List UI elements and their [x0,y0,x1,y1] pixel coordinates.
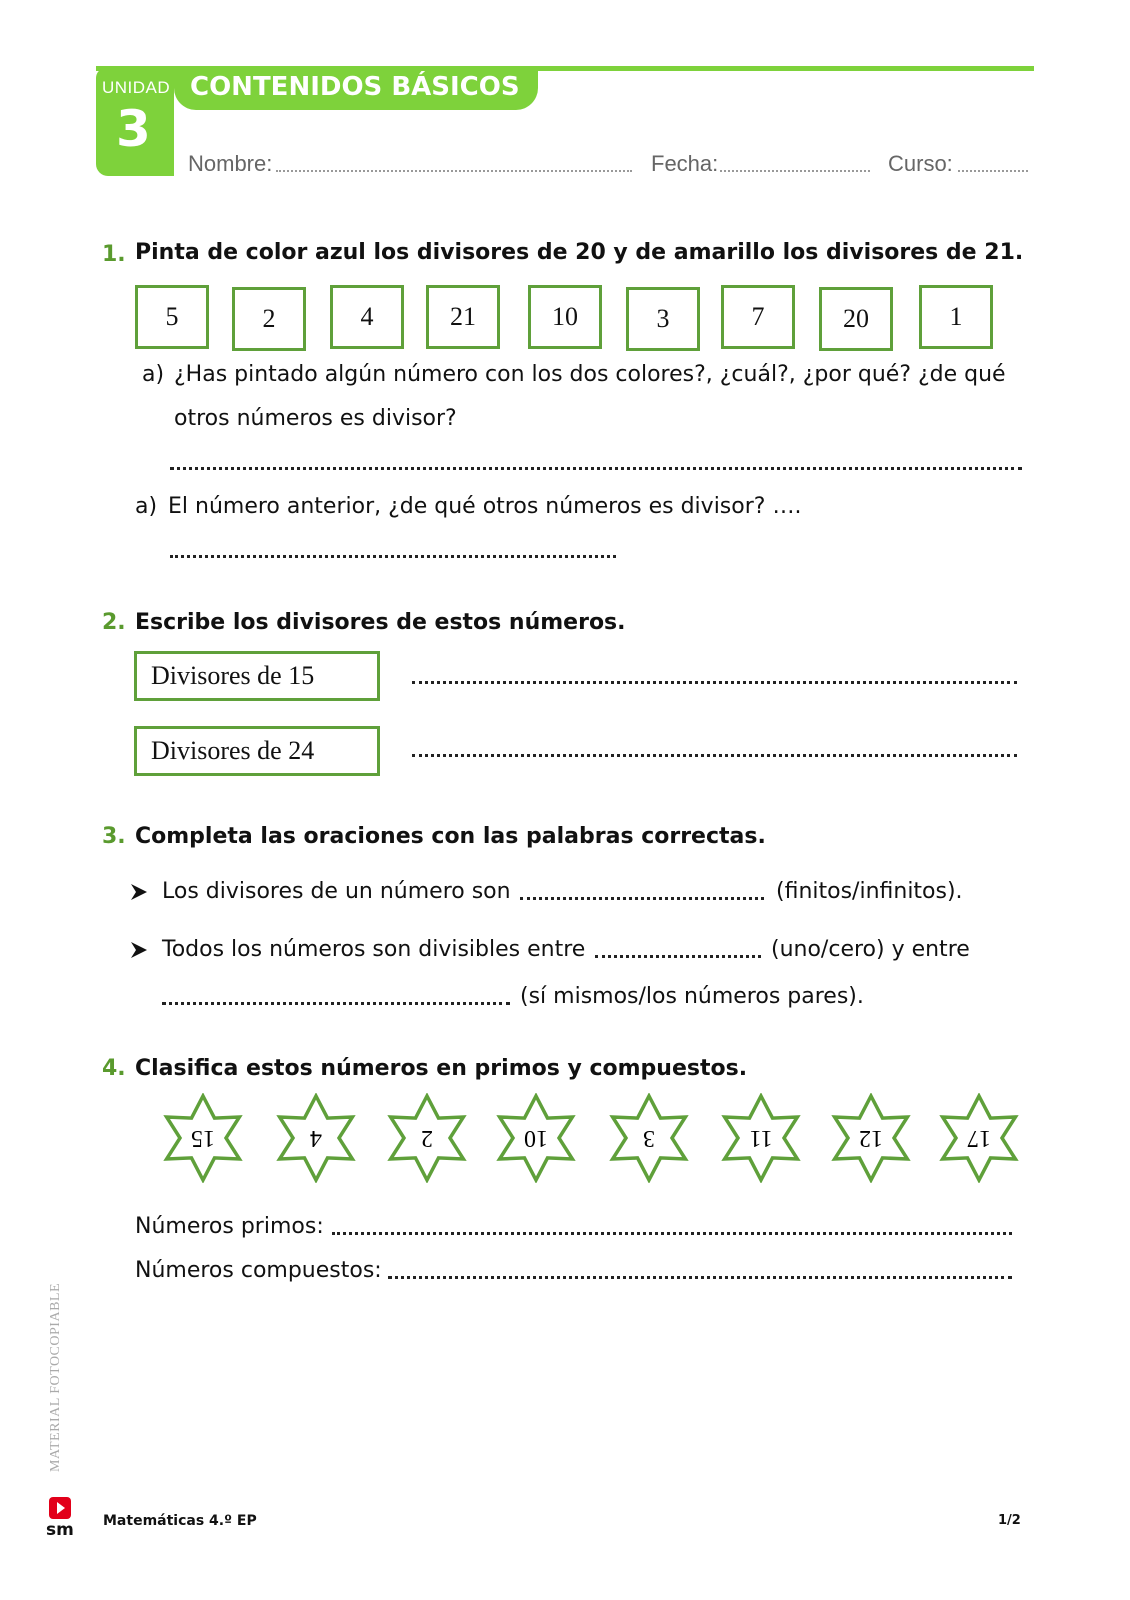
q3-bullet2-text: Todos los números son divisibles entre [162,937,586,962]
q3-bullet2-options: (uno/cero) y entre [771,937,970,962]
sm-logo-icon [49,1497,71,1519]
star-number[interactable] [934,1093,1024,1183]
star-number-label: 10 [524,1125,548,1151]
number-box[interactable]: 1 [919,285,993,349]
divisors-24-box: Divisores de 24 [134,726,380,776]
q1b-text: El número anterior, ¿de qué otros números es divisor? …. [168,494,802,519]
q1b-answer-line[interactable] [170,555,616,558]
star-number[interactable] [271,1093,361,1183]
q1a-answer-line[interactable] [170,467,1022,470]
sm-logo-text: sm [46,1520,74,1540]
unit-label: UNIDAD [102,78,171,97]
q1b-label: a) [135,494,158,519]
star-number[interactable] [382,1093,472,1183]
side-note: MATERIAL FOTOCOPIABLE [48,1282,63,1472]
q2-number: 2. [102,610,126,635]
composites-answer[interactable] [388,1276,1012,1279]
q3-bullet2-options2: (sí mismos/los números pares). [520,984,864,1009]
q1-text: Pinta de color azul los divisores de 20 y de amarillo los divisores de 21. [135,240,1024,265]
star-number-label: 11 [749,1125,773,1151]
q1a-line1: ¿Has pintado algún número con los dos colores?, ¿cuál?, ¿por qué? ¿de qué [174,362,1006,387]
q2-text: Escribe los divisores de estos números. [135,610,626,635]
date-field[interactable] [720,170,870,172]
number-box[interactable]: 4 [330,285,404,349]
q3-blank1[interactable] [520,897,764,900]
q3-number: 3. [102,824,126,849]
star-number[interactable] [158,1093,248,1183]
name-field[interactable] [276,170,632,172]
q3-bullet1-options: (finitos/infinitos). [776,879,963,904]
name-label: Nombre: [188,151,273,176]
footer-page: 1/2 [998,1513,1021,1528]
q4-number: 4. [102,1056,126,1081]
number-box[interactable]: 3 [626,287,700,351]
number-box[interactable]: 20 [819,287,893,351]
course-field[interactable] [958,170,1028,172]
star-number[interactable] [604,1093,694,1183]
q3-bullet1-text: Los divisores de un número son [162,879,511,904]
divisors-15-box: Divisores de 15 [134,651,380,701]
page-title: CONTENIDOS BÁSICOS [190,72,520,102]
arrow-bullet-icon [130,883,148,901]
number-box[interactable]: 21 [426,285,500,349]
footer-book: Matemáticas 4.º EP [103,1513,257,1529]
star-number-label: 12 [859,1125,883,1151]
q3-blank3[interactable] [162,1002,510,1005]
star-number[interactable] [826,1093,916,1183]
star-number-label: 17 [967,1125,991,1151]
number-box[interactable]: 5 [135,285,209,349]
star-number-label: 4 [310,1125,322,1151]
primes-answer[interactable] [332,1232,1012,1235]
q4-text: Clasifica estos números en primos y compuestos. [135,1056,748,1081]
q3-text: Completa las oraciones con las palabras correctas. [135,824,766,849]
primes-label: Números primos: [135,1214,324,1239]
star-number-label: 2 [421,1125,433,1151]
q3-blank2[interactable] [595,955,761,958]
q1a-label: a) [142,362,165,387]
star-number-label: 3 [643,1125,655,1151]
number-box[interactable]: 10 [528,285,602,349]
star-number[interactable] [491,1093,581,1183]
number-box[interactable]: 7 [721,285,795,349]
number-box[interactable]: 2 [232,287,306,351]
composites-label: Números compuestos: [135,1258,382,1283]
star-number[interactable] [716,1093,806,1183]
q1a-line2: otros números es divisor? [174,406,457,431]
divisors-15-answer[interactable] [412,681,1017,684]
divisors-24-answer[interactable] [412,754,1017,757]
q1-number: 1. [102,242,126,267]
date-label: Fecha: [651,151,719,176]
unit-number: 3 [116,100,151,158]
star-number-label: 15 [191,1125,215,1151]
arrow-bullet-icon [130,941,148,959]
course-label: Curso: [888,151,953,176]
